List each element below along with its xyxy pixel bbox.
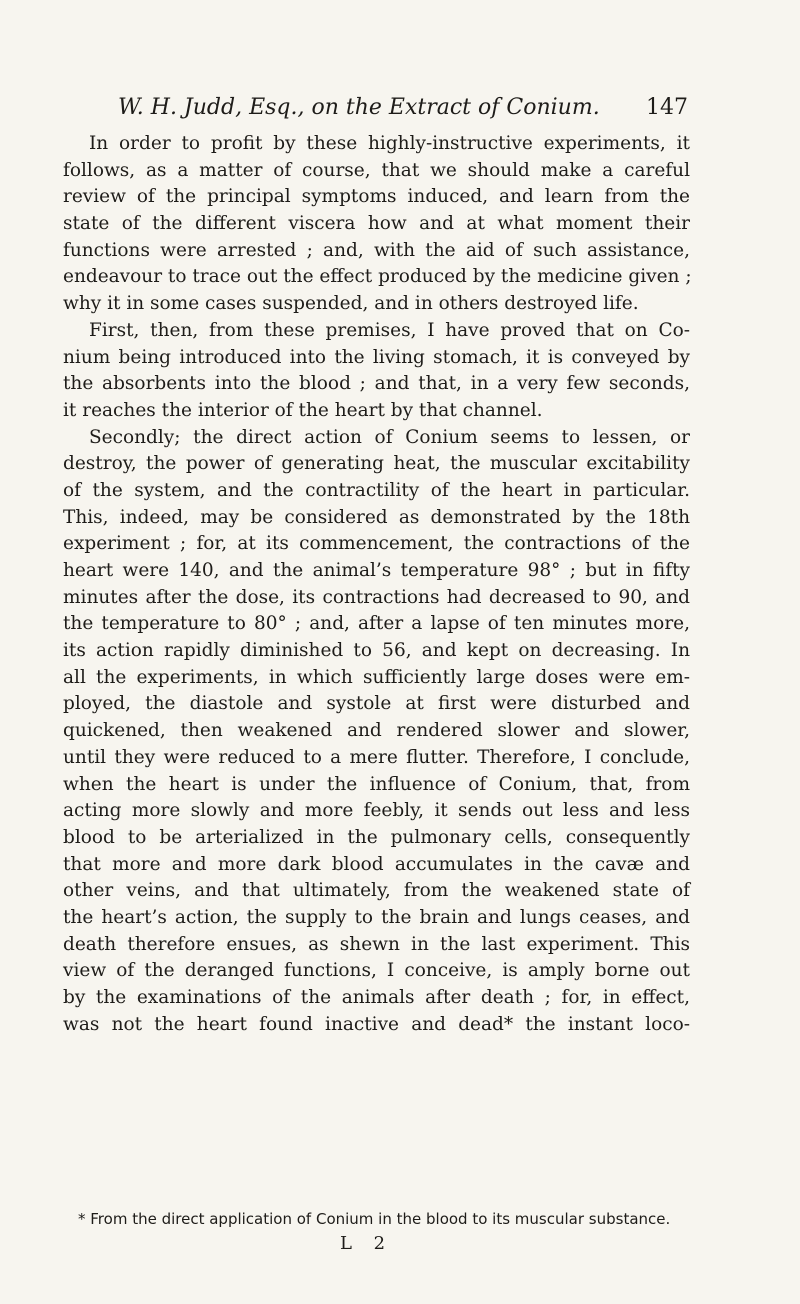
text-line: heart were 140, and the animal’s temperature 98° ; but in fifty	[63, 560, 690, 581]
text-line: other veins, and that ultimately, from the weakened state of	[63, 880, 690, 902]
text-line: quickened, then weakened and rendered slower and slower,	[63, 720, 690, 742]
text-line: view of the deranged functions, I conceive, is amply borne out	[63, 960, 690, 982]
text-line: In order to profit by these highly-instructive experiments, it	[89, 133, 690, 154]
text-line: that more and more dark blood accumulates in the cavæ and	[63, 853, 690, 875]
running-title: W. H. Judd, Esq., on the Extract of Conium.	[118, 95, 600, 120]
footnote: * From the direct application of Conium in the blood to its muscular substance.	[78, 1210, 671, 1228]
text-line: acting more slowly and more feebly, it sends out less and less	[63, 800, 690, 822]
text-line: death therefore ensues, as shewn in the last experiment. This	[63, 933, 690, 955]
text-line: when the heart is under the influence of Conium, that, from	[63, 773, 690, 795]
body-text	[63, 131, 690, 1038]
text-line: it reaches the interior of the heart by that channel.	[63, 399, 543, 421]
text-line: Secondly; the direct action of Conium seems to lessen, or	[89, 426, 690, 448]
text-line: experiment ; for, at its commencement, the contractions of the	[63, 533, 690, 555]
text-line: of the system, and the contractility of the heart in particular.	[63, 479, 690, 501]
text-line: until they were reduced to a mere flutter. Therefore, I conclude,	[63, 746, 690, 768]
text-line: destroy, the power of generating heat, the muscular excitability	[63, 453, 690, 475]
text-line: was not the heart found inactive and dead* the instant loco-	[63, 1013, 690, 1035]
text-line: all the experiments, in which sufficiently large doses were em-	[63, 666, 690, 688]
page-number: 147	[646, 95, 688, 120]
text-line: nium being introduced into the living stomach, it is conveyed by	[63, 346, 690, 368]
signature-mark: L 2	[340, 1233, 394, 1254]
text-line: First, then, from these premises, I have proved that on Co-	[89, 319, 690, 341]
text-line: the heart’s action, the supply to the brain and lungs ceases, and	[63, 906, 690, 928]
text-line: the absorbents into the blood ; and that, in a very few seconds,	[63, 373, 690, 395]
text-line: blood to be arterialized in the pulmonary cells, consequently	[63, 826, 690, 848]
text-line: minutes after the dose, its contractions had decreased to 90, and	[63, 586, 690, 608]
text-line: endeavour to trace out the effect produced by the medicine given ;	[63, 266, 692, 288]
text-line: ployed, the diastole and systole at first were disturbed and	[63, 693, 690, 715]
text-line: review of the principal symptoms induced, and learn from the	[63, 186, 690, 208]
text-line: This, indeed, may be considered as demonstrated by the 18th	[63, 506, 690, 528]
text-line: functions were arrested ; and, with the aid of such assistance,	[63, 239, 690, 261]
text-line: by the examinations of the animals after death ; for, in effect,	[63, 987, 690, 1008]
running-header	[118, 95, 688, 125]
text-line: its action rapidly diminished to 56, and kept on decreasing. In	[63, 640, 690, 662]
text-line: why it in some cases suspended, and in others destroyed life.	[63, 293, 639, 315]
text-line: the temperature to 80° ; and, after a lapse of ten minutes more,	[63, 613, 690, 635]
text-line: state of the different viscera how and at what moment their	[63, 213, 690, 235]
text-line: follows, as a matter of course, that we should make a careful	[63, 159, 690, 181]
